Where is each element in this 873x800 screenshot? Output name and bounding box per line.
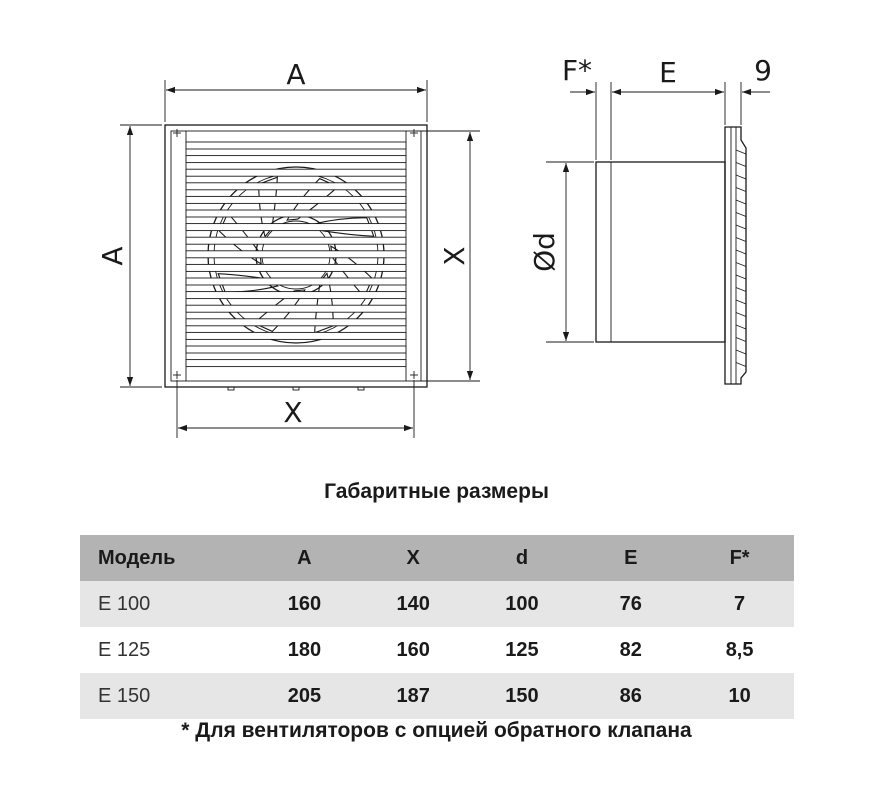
table-row: [80, 673, 794, 719]
header-x: X: [359, 535, 468, 581]
label-f: F*: [561, 54, 593, 87]
cell-f: 8,5: [725, 638, 754, 661]
cell-x: 160: [396, 638, 430, 661]
cell-model: E 150: [80, 673, 250, 719]
header-f: F*: [685, 535, 794, 581]
grille-slat: [186, 332, 406, 339]
grille-slat: [186, 156, 406, 163]
cell-x: 187: [359, 673, 468, 719]
screw-icon: [173, 371, 181, 379]
cell-e: 76: [576, 581, 685, 627]
screw-icon: [410, 371, 418, 379]
cell-a: 205: [250, 673, 359, 719]
cell-a: 180: [287, 638, 322, 661]
grille-slat: [186, 346, 406, 353]
label-x-bottom: X: [283, 396, 303, 429]
duct-body: [596, 162, 725, 342]
table-title: Габаритные размеры: [324, 480, 549, 503]
cell-model: E 125: [98, 638, 151, 661]
cell-e: 86: [576, 673, 685, 719]
grille-slat: [186, 210, 406, 217]
table-row: [80, 581, 794, 627]
screw-icon: [410, 129, 418, 137]
cell-d: 150: [468, 673, 577, 719]
dim-a-left: [96, 125, 162, 387]
table-row: [80, 627, 794, 673]
grille-slat: [186, 264, 406, 271]
grille-slat: [186, 237, 406, 244]
cell-d: 100: [468, 581, 577, 627]
dim-x-right: [416, 131, 480, 381]
front-view: [165, 125, 427, 390]
cell-d: 125: [505, 638, 539, 661]
dim-f-e-9: [562, 54, 772, 160]
label-e: E: [659, 56, 677, 89]
dim-a-top: [165, 58, 427, 122]
grille-slat: [186, 319, 406, 326]
label-a-left: A: [96, 246, 129, 266]
header-d: d: [468, 535, 577, 581]
cell-x: 140: [359, 581, 468, 627]
screw-icon: [173, 129, 181, 137]
dimensions-table: [80, 535, 794, 719]
footnote: * Для вентиляторов с опцией обратного клапана: [181, 719, 692, 742]
cell-f: 10: [685, 673, 794, 719]
cell-e: 82: [619, 638, 642, 661]
label-a-top: A: [286, 58, 306, 91]
table-header-row: [80, 535, 794, 581]
grille-slat: [186, 292, 406, 299]
header-model: Модель: [80, 535, 250, 581]
grille-slat: [186, 169, 406, 176]
grille-slat: [186, 183, 406, 190]
grille-slat: [186, 278, 406, 285]
side-view: [596, 127, 746, 384]
dim-d: [528, 162, 594, 342]
dim-x-bottom: [177, 380, 414, 438]
cell-a: 160: [250, 581, 359, 627]
cell-model: E 100: [80, 581, 250, 627]
grille-slat: [186, 251, 406, 258]
header-e: E: [576, 535, 685, 581]
grille-slat: [186, 196, 406, 203]
label-d: Ød: [528, 232, 561, 272]
label-x-right: X: [438, 246, 471, 266]
grille-slat: [186, 305, 406, 312]
header-a: A: [250, 535, 359, 581]
grille-slat: [186, 360, 406, 367]
cell-f: 7: [685, 581, 794, 627]
grille-slat: [186, 142, 406, 149]
grille-slat: [186, 224, 406, 231]
grille-slats: [186, 142, 406, 367]
label-nine: 9: [754, 54, 772, 87]
